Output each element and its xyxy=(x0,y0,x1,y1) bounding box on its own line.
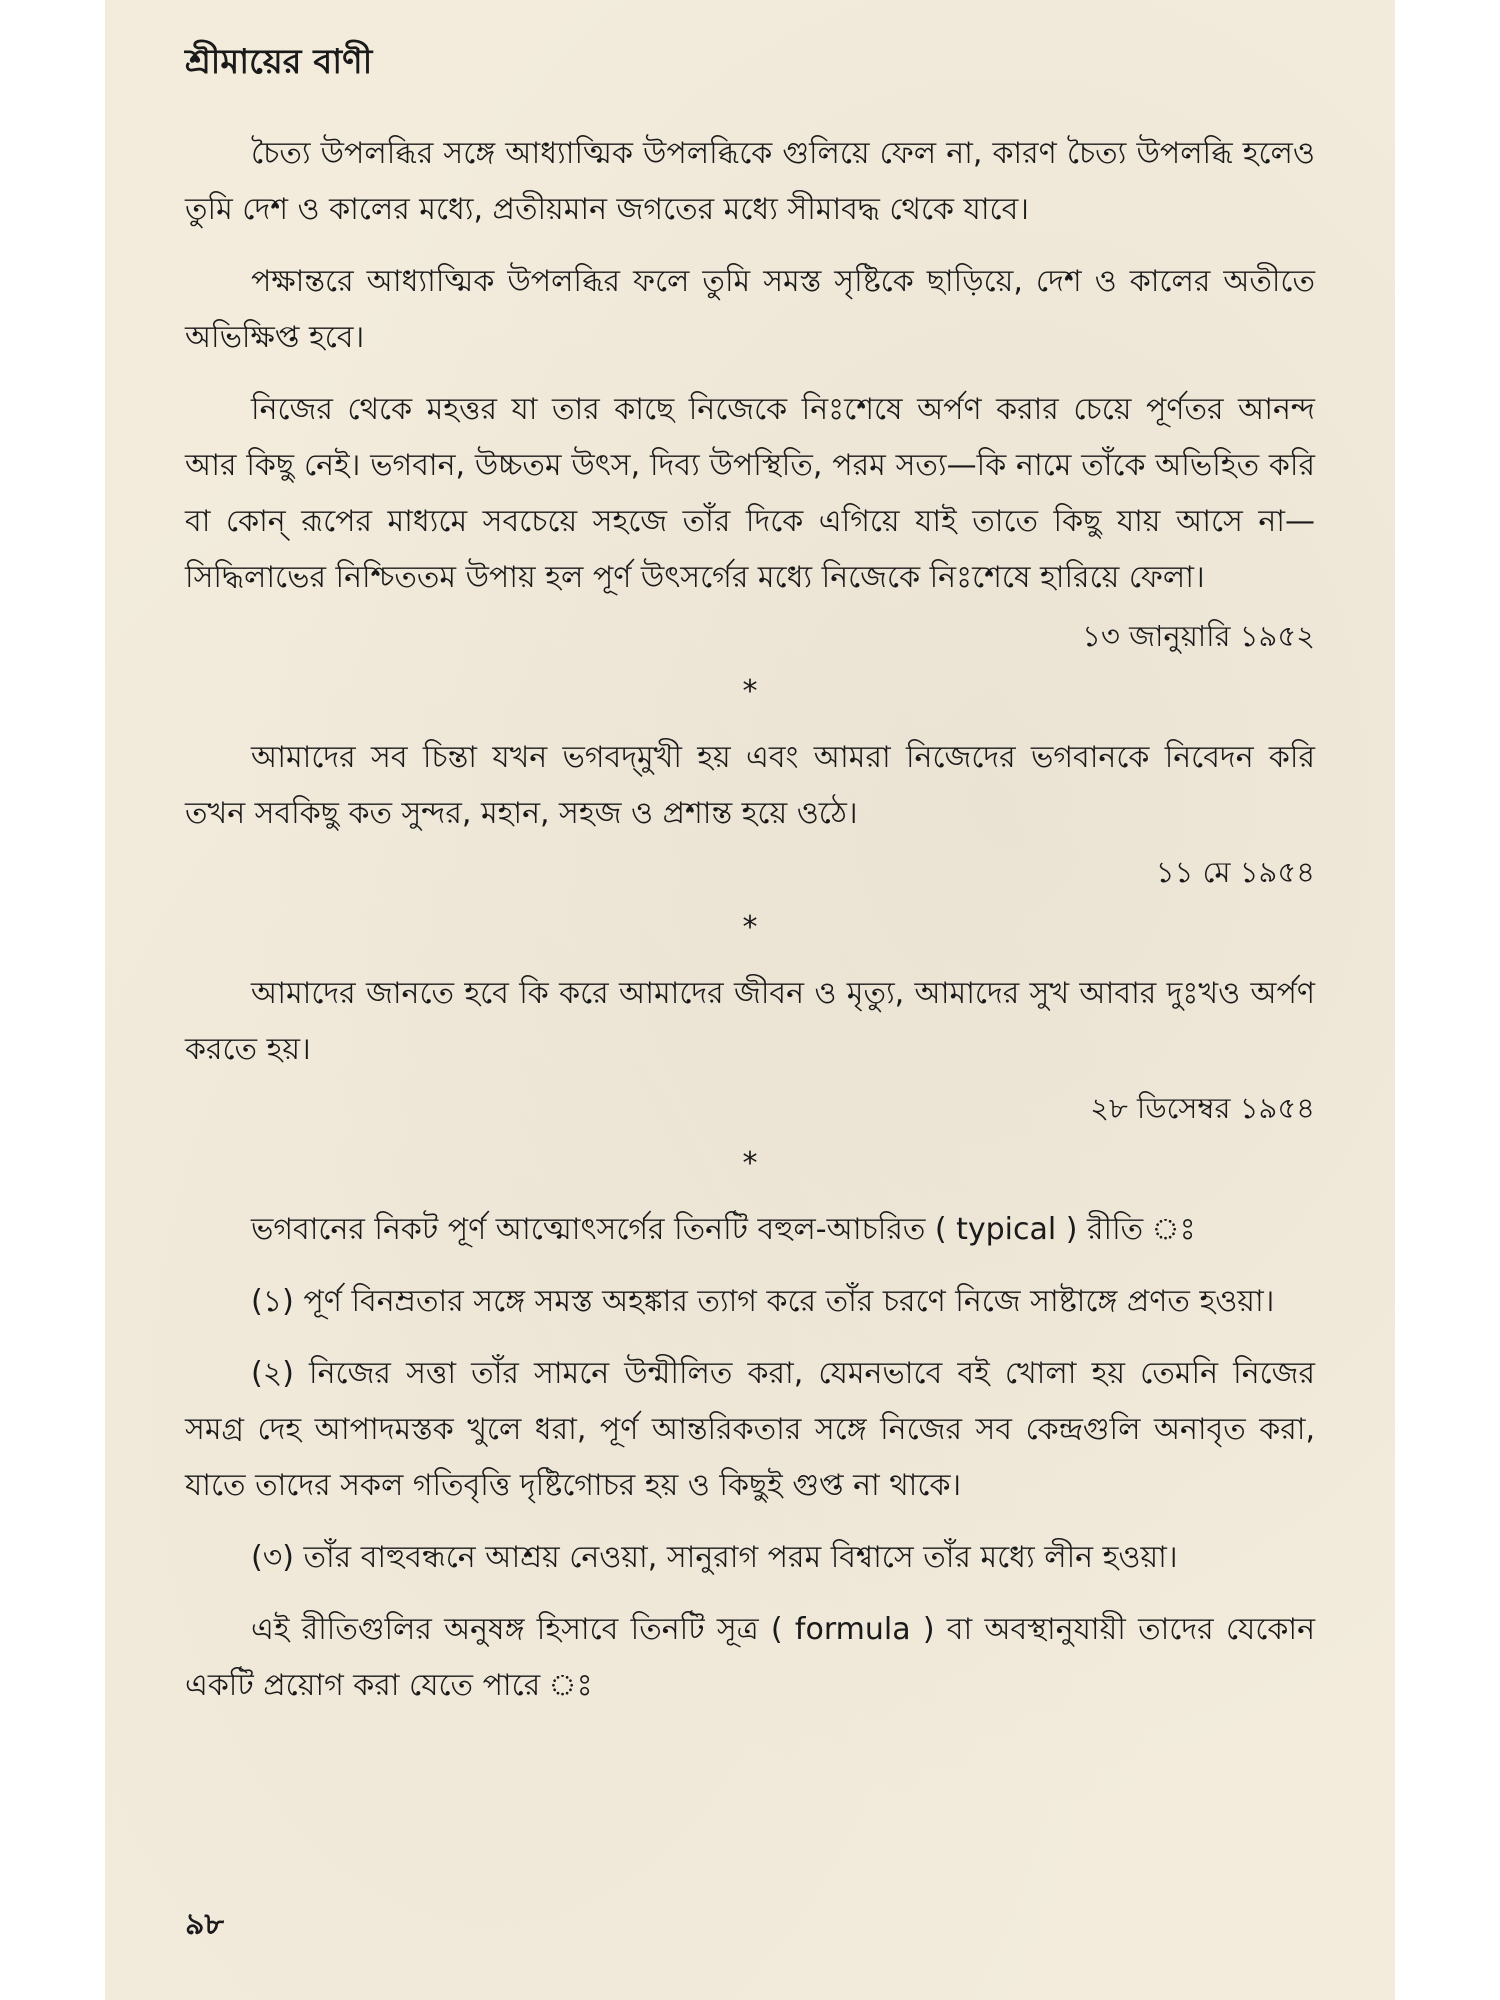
paragraph: আমাদের জানতে হবে কি করে আমাদের জীবন ও মৃত্যু, আমাদের সুখ আবার দুঃখও অর্পণ করতে হয়। xyxy=(185,976,1315,1068)
date-line: ১৩ জানুয়ারি ১৯৫২ xyxy=(1082,619,1315,654)
page-number: ৯৮ xyxy=(185,1907,224,1942)
paragraph: চৈত্য উপলব্ধির সঙ্গে আধ্যাত্মিক উপলব্ধিকে গুলিয়ে ফেল না, কারণ চৈত্য উপলব্ধি হলেও তুমি দেশ ও কালের মধ্যে, প্রতীয়মান জগতের মধ্যে সীমাবদ্ধ থেকে যাবে। xyxy=(185,136,1315,228)
page-content xyxy=(185,40,1315,1714)
section-separator: * xyxy=(742,1146,758,1182)
date-line: ২৮ ডিসেম্বর ১৯৫৪ xyxy=(1090,1091,1315,1126)
list-intro: ভগবানের নিকট পূর্ণ আত্মোৎসর্গের তিনটি বহুল-আচরিত ( typical ) রীতি ঃ xyxy=(251,1212,1196,1248)
running-head: শ্রীমায়ের বাণী xyxy=(185,42,373,82)
list-item: (২) নিজের সত্তা তাঁর সামনে উন্মীলিত করা, যেমনভাবে বই খোলা হয় তেমনি নিজের সমগ্র দেহ আপাদমস্তক খুলে ধরা, পূর্ণ আন্তরিকতার সঙ্গে নিজের সব কেন্দ্রগুলি অনাবৃত করা, যাতে তাদের সকল গতিবৃত্তি দৃষ্টিগোচর হয় ও কিছুই গুপ্ত না থাকে। xyxy=(185,1356,1315,1504)
list-item: (১) পূর্ণ বিনম্রতার সঙ্গে সমস্ত অহঙ্কার ত্যাগ করে তাঁর চরণে নিজে সাষ্টাঙ্গে প্রণত হওয়া। xyxy=(251,1284,1275,1320)
paragraph: পক্ষান্তরে আধ্যাত্মিক উপলব্ধির ফলে তুমি সমস্ত সৃষ্টিকে ছাড়িয়ে, দেশ ও কালের অতীতে অভিক্ষিপ্ত হবে। xyxy=(185,264,1315,356)
date-line: ১১ মে ১৯৫৪ xyxy=(1155,855,1315,890)
book-page xyxy=(105,0,1395,2000)
paragraph: এই রীতিগুলির অনুষঙ্গ হিসাবে তিনটি সূত্র ( formula ) বা অবস্থানুযায়ী তাদের যেকোন একটি প্রয়োগ করা যেতে পারে ঃ xyxy=(185,1612,1315,1704)
list-item: (৩) তাঁর বাহুবন্ধনে আশ্রয় নেওয়া, সানুরাগ পরম বিশ্বাসে তাঁর মধ্যে লীন হওয়া। xyxy=(251,1540,1178,1576)
section-separator: * xyxy=(742,910,758,946)
section-separator: * xyxy=(742,674,758,710)
paragraph: আমাদের সব চিন্তা যখন ভগবদ্‌মুখী হয় এবং আমরা নিজেদের ভগবানকে নিবেদন করি তখন সবকিছু কত সুন্দর, মহান, সহজ ও প্রশান্ত হয়ে ওঠে। xyxy=(185,740,1315,832)
paragraph: নিজের থেকে মহত্তর যা তার কাছে নিজেকে নিঃশেষে অর্পণ করার চেয়ে পূর্ণতর আনন্দ আর কিছু নেই। ভগবান, উচ্চতম উৎস, দিব্য উপস্থিতি, পরম সত্য—কি নামে তাঁকে অভিহিত করি বা কোন্ রূপের মাধ্যমে সবচেয়ে সহজে তাঁর দিকে এগিয়ে যাই তাতে কিছু যায় আসে না—সিদ্ধিলাভের নিশ্চিততম উপায় হল পূর্ণ উৎসর্গের মধ্যে নিজেকে নিঃশেষে হারিয়ে ফেলা। xyxy=(185,392,1315,596)
